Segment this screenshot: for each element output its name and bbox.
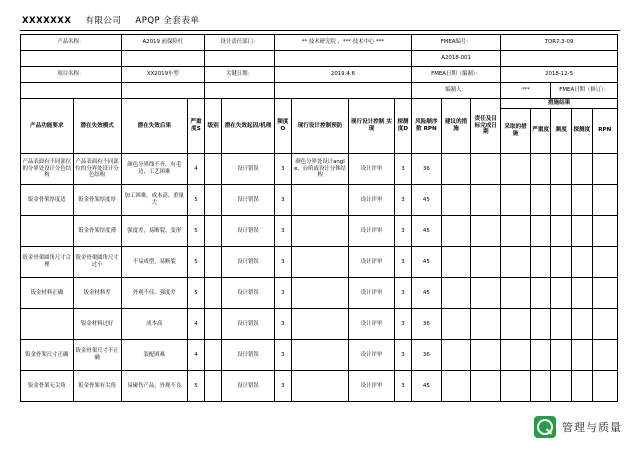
info-row-1b <box>21 51 618 67</box>
info-row-2 <box>21 67 618 83</box>
cell-cause: 设计错误 <box>222 215 275 246</box>
cell-resp <box>471 184 501 215</box>
col-header-rpn: 风险顺序数 RPN <box>412 99 442 154</box>
cell-occ2 <box>551 153 572 184</box>
cell-rpn: 45 <box>412 246 442 277</box>
group-header-row <box>21 99 618 109</box>
table-row <box>21 184 618 215</box>
cell-det2 <box>572 339 593 370</box>
cell-class <box>205 246 222 277</box>
info-value-project: XX2019车型 <box>121 67 204 83</box>
cell-sev2 <box>530 339 551 370</box>
col-header-effect: 潜在失效后果 <box>121 99 187 154</box>
cell-detection-ctrl: 设计评审 <box>349 339 395 370</box>
cell-det2 <box>572 246 593 277</box>
cell-sev: 4 <box>187 339 204 370</box>
fmea-table <box>20 34 618 402</box>
cell-prevention <box>291 308 348 339</box>
info-blank-5 <box>501 51 618 67</box>
cell-rpn2 <box>592 246 617 277</box>
col-header-mode: 潜在失效模式 <box>73 99 121 154</box>
cell-rpn2 <box>592 308 617 339</box>
cell-resp <box>471 246 501 277</box>
info-label-fmea-date: FMEA日期（编制）： <box>412 67 501 83</box>
info-value-fmea-date: 2018-12-5 <box>501 67 618 83</box>
cell-taken <box>501 277 531 308</box>
cell-func: 钣金材料正确 <box>21 277 74 308</box>
cell-prevention <box>291 339 348 370</box>
cell-mode: 钣金材料过好 <box>73 308 121 339</box>
cell-det: 3 <box>394 153 411 184</box>
cell-action <box>441 184 471 215</box>
cell-detection-ctrl: 设计评审 <box>349 215 395 246</box>
cell-func: 钣金骨架厚度适 <box>21 184 74 215</box>
cell-prevention <box>291 277 348 308</box>
cell-rpn2 <box>592 184 617 215</box>
cell-mode: 钣金骨架厚度厚 <box>73 184 121 215</box>
cell-det2 <box>572 153 593 184</box>
cell-action <box>441 215 471 246</box>
cell-occ2 <box>551 246 572 277</box>
cell-rpn2 <box>592 153 617 184</box>
cell-rpn: 45 <box>412 277 442 308</box>
cell-action <box>441 153 471 184</box>
cell-sev2 <box>530 308 551 339</box>
cell-resp <box>471 215 501 246</box>
info-label-product: 产品名称： <box>21 35 122 51</box>
col-header-resp: 责任及目标完成日期 <box>471 99 501 154</box>
cell-cause: 设计错误 <box>222 246 275 277</box>
cell-effect: 强度差，易断裂、变形 <box>121 215 187 246</box>
cell-sev2 <box>530 246 551 277</box>
page-footer <box>0 394 640 452</box>
info-row-2b <box>21 83 618 99</box>
cell-action <box>441 277 471 308</box>
cell-effect: 装配困难 <box>121 339 187 370</box>
cell-rpn: 36 <box>412 153 442 184</box>
cell-mode: 钣金骨架圆角尺寸过小 <box>73 246 121 277</box>
watermark-label: 管理与质量 <box>562 421 622 434</box>
cell-sev2 <box>530 215 551 246</box>
col-header-sev: 严重度S <box>187 99 204 154</box>
cell-action <box>441 246 471 277</box>
cell-rpn: 45 <box>412 215 442 246</box>
cell-class <box>205 215 222 246</box>
cell-rpn2 <box>592 339 617 370</box>
cell-cause: 设计错误 <box>222 370 275 401</box>
cell-det2 <box>572 308 593 339</box>
col-header-detection-ctrl: 现行设计控制 实现 <box>349 99 395 154</box>
cell-sev2 <box>530 184 551 215</box>
table-row <box>21 339 618 370</box>
cell-detection-ctrl: 设计评审 <box>349 277 395 308</box>
cell-taken <box>501 184 531 215</box>
cell-effect: 易碰伤产品，外观不良 <box>121 370 187 401</box>
col-header-prevention: 现行设计控制预防 <box>291 99 348 154</box>
cell-resp <box>471 339 501 370</box>
cell-mode: 产品表面有不同部位的分界处设计分色结构 <box>73 153 121 184</box>
cell-action <box>441 308 471 339</box>
info-blank-1 <box>21 51 122 67</box>
cell-cause: 设计错误 <box>222 277 275 308</box>
cell-det2 <box>572 277 593 308</box>
cell-occ: 3 <box>274 153 291 184</box>
cell-func: 钣金骨架无尖角 <box>21 370 74 401</box>
cell-sev: 5 <box>187 370 204 401</box>
cell-cause: 设计错误 <box>222 184 275 215</box>
info-blank-7 <box>121 83 204 99</box>
cell-sev: 5 <box>187 215 204 246</box>
cell-taken <box>501 308 531 339</box>
info-value-keydate: 2019.4.6 <box>274 67 411 83</box>
cell-occ: 3 <box>274 184 291 215</box>
cell-effect: 加工困难，成本高、重量大 <box>121 184 187 215</box>
info-label-author: 编制人： <box>412 83 501 99</box>
cell-taken <box>501 339 531 370</box>
cell-detection-ctrl: 设计评审 <box>349 153 395 184</box>
info-blank-4 <box>274 51 411 67</box>
cell-class <box>205 277 222 308</box>
col-header-cause: 潜在失效起因/机理 <box>222 99 275 154</box>
cell-det: 3 <box>394 308 411 339</box>
cell-mode: 钣金骨架尺寸不正确 <box>73 339 121 370</box>
info-label-fmea-no: FMEA编号： <box>412 35 501 51</box>
cell-occ: 3 <box>274 308 291 339</box>
cell-occ2 <box>551 308 572 339</box>
cell-occ: 3 <box>274 215 291 246</box>
green-check-logo-icon <box>534 416 556 438</box>
cell-det: 3 <box>394 246 411 277</box>
col-header-sev2: 严重度 <box>530 108 551 153</box>
table-row <box>21 153 618 184</box>
col-header-occ: 频度O <box>274 99 291 154</box>
cell-sev: 5 <box>187 277 204 308</box>
cell-resp <box>471 153 501 184</box>
company-name: 有限公司 <box>85 16 122 26</box>
cell-detection-ctrl: 设计评审 <box>349 246 395 277</box>
cell-occ2 <box>551 184 572 215</box>
cell-func: 钣金骨架圆角尺寸合理 <box>21 246 74 277</box>
col-header-rpn2: RPN <box>592 108 617 153</box>
info-blank-3 <box>205 51 275 67</box>
group-header-result: 措施结果 <box>501 99 618 109</box>
cell-func <box>21 215 74 246</box>
cell-occ: 3 <box>274 246 291 277</box>
cell-detection-ctrl: 设计评审 <box>349 308 395 339</box>
cell-occ: 3 <box>274 339 291 370</box>
cell-det: 3 <box>394 370 411 401</box>
col-header-func: 产品功能要求 <box>21 99 74 154</box>
col-header-taken: 采取的措施 <box>501 108 531 153</box>
info-row-1 <box>21 35 618 51</box>
company-code: XXXXXXX <box>22 16 72 26</box>
info-value-fmea-doc: A2018-001 <box>412 51 501 67</box>
cell-func: 产品表面有不同部位的分界处设计分色结构 <box>21 153 74 184</box>
cell-detection-ctrl: 设计评审 <box>349 184 395 215</box>
info-value-dept: ** 技术研究院 、*** 技术中心 *** <box>274 35 411 51</box>
cell-prevention <box>291 215 348 246</box>
table-row <box>21 246 618 277</box>
info-label-dept: 设计责任部门： <box>205 35 275 51</box>
cell-prevention <box>291 184 348 215</box>
cell-detection-ctrl: 设计评审 <box>349 370 395 401</box>
cell-sev: 4 <box>187 308 204 339</box>
header-divider <box>20 30 620 31</box>
col-header-det: 探测度D <box>394 99 411 154</box>
cell-cause: 设计错误 <box>222 308 275 339</box>
cell-det2 <box>572 184 593 215</box>
cell-rpn: 45 <box>412 370 442 401</box>
cell-prevention <box>291 246 348 277</box>
info-value-author: *** <box>501 83 551 99</box>
watermark <box>534 416 622 438</box>
cell-taken <box>501 153 531 184</box>
cell-rpn: 36 <box>412 339 442 370</box>
cell-effect: 成本高 <box>121 308 187 339</box>
cell-det: 3 <box>394 215 411 246</box>
cell-effect: 外观不佳、强度差 <box>121 277 187 308</box>
table-row <box>21 215 618 246</box>
cell-rpn: 36 <box>412 308 442 339</box>
cell-occ2 <box>551 339 572 370</box>
document-title: APQP 全套表单 <box>135 16 200 26</box>
cell-occ2 <box>551 215 572 246</box>
info-blank-2 <box>121 51 204 67</box>
cell-class <box>205 339 222 370</box>
col-header-class: 级别 <box>205 99 222 154</box>
cell-det: 3 <box>394 277 411 308</box>
cell-sev2 <box>530 277 551 308</box>
cell-class <box>205 153 222 184</box>
cell-mode: 钣金骨架有尖角 <box>73 370 121 401</box>
cell-func <box>21 308 74 339</box>
cell-rpn: 45 <box>412 184 442 215</box>
cell-sev2 <box>530 153 551 184</box>
cell-det: 3 <box>394 339 411 370</box>
info-value-product: A2019 前保险杠 <box>121 35 204 51</box>
cell-det: 3 <box>394 184 411 215</box>
cell-resp <box>471 308 501 339</box>
info-label-project: 项目名称： <box>21 67 122 83</box>
cell-func: 钣金骨架尺寸正确 <box>21 339 74 370</box>
cell-class <box>205 184 222 215</box>
cell-occ: 3 <box>274 277 291 308</box>
cell-prevention: 颜色分界处设计angle、台阶或设计分体结构 <box>291 153 348 184</box>
table-row <box>21 277 618 308</box>
cell-taken <box>501 246 531 277</box>
cell-class <box>205 308 222 339</box>
info-value-fmea-no: TQR7.3-09 <box>501 35 618 51</box>
cell-occ2 <box>551 277 572 308</box>
info-blank-9 <box>274 83 411 99</box>
table-row <box>21 308 618 339</box>
cell-taken <box>501 215 531 246</box>
cell-occ: 3 <box>274 370 291 401</box>
info-blank-8 <box>205 83 275 99</box>
col-header-action: 建议的措施 <box>441 99 471 154</box>
cell-sev: 4 <box>187 153 204 184</box>
col-header-det2: 探测度 <box>572 108 593 153</box>
cell-effect: 颜色分界线不齐，有毛边，工艺困难 <box>121 153 187 184</box>
cell-rpn2 <box>592 215 617 246</box>
col-header-occ2: 频度 <box>551 108 572 153</box>
cell-cause: 设计错误 <box>222 339 275 370</box>
cell-cause: 设计错误 <box>222 153 275 184</box>
cell-sev: 5 <box>187 246 204 277</box>
cell-rpn2 <box>592 277 617 308</box>
cell-action <box>441 339 471 370</box>
document-header <box>22 14 620 26</box>
cell-sev: 5 <box>187 184 204 215</box>
cell-resp <box>471 277 501 308</box>
info-blank-6 <box>21 83 122 99</box>
info-label-keydate: 关键日期： <box>205 67 275 83</box>
cell-mode: 钣金材料差 <box>73 277 121 308</box>
cell-mode: 钣金骨架厚度薄 <box>73 215 121 246</box>
cell-effect: 不易成型，易断裂 <box>121 246 187 277</box>
info-label-fmea-rev: FMEA日期（修订）： <box>551 83 618 99</box>
cell-det2 <box>572 215 593 246</box>
